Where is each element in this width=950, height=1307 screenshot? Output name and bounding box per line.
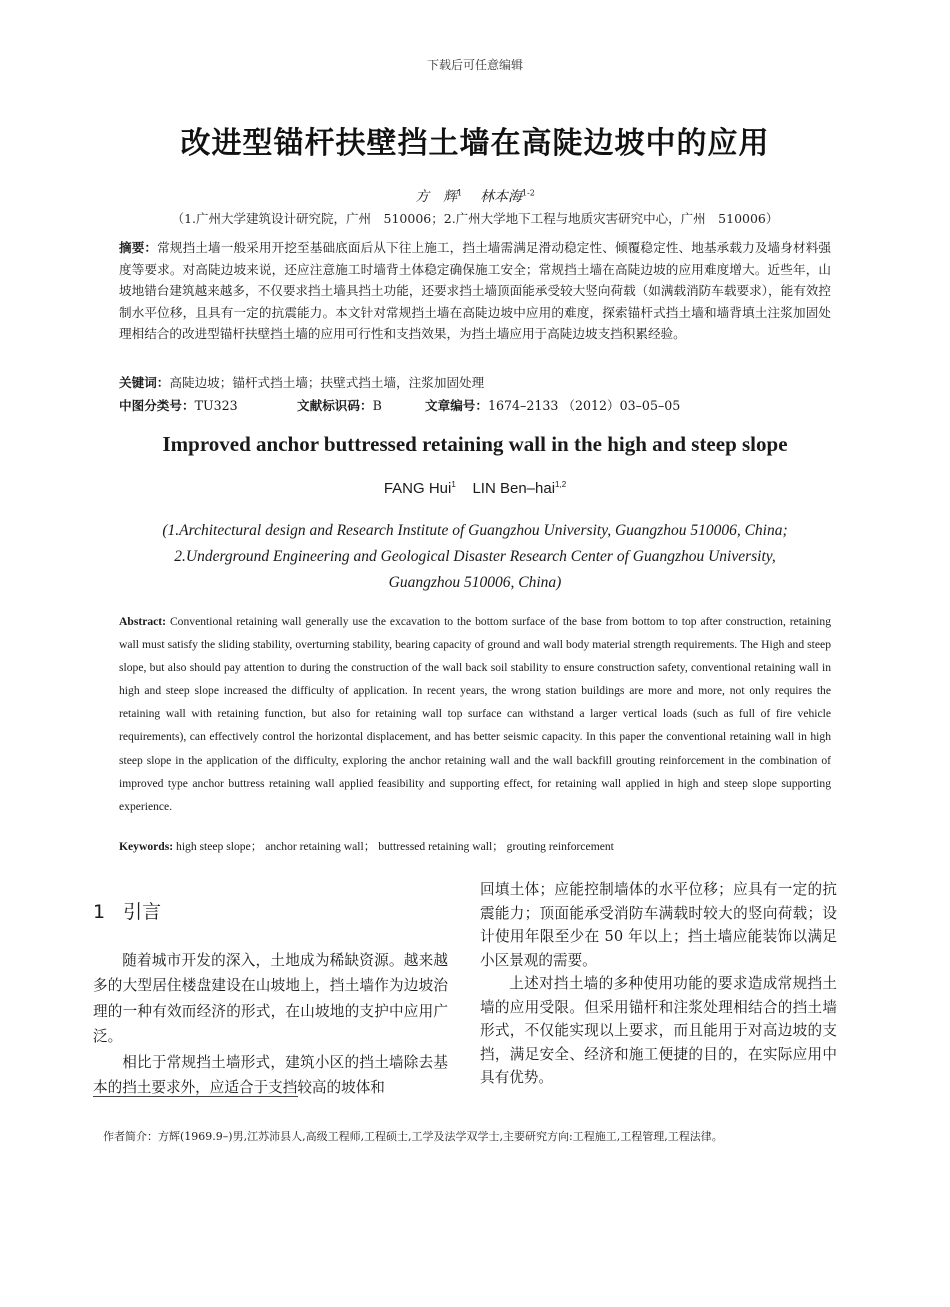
abstract-cn-text: 常规挡土墙一般采用开挖至基础底面后从下往上施工，挡土墙需满足滑动稳定性、倾覆稳定性、地基承载力及墙身材料强度等要求。对高陡边坡来说，还应注意施工时墙背土体稳定确保施工安全；常规挡土墙在高陡边坡的应用难度增大。近些年，山坡地错台建筑越来越多，不仅要求挡土墙具挡土功能，还要求挡土墙顶面能承受较大竖向荷载（如满载消防车载要求），能有效控制水平位移，且具有一定的抗震能力。本文针对常规挡土墙在高陡边坡中应用的难度，探索锚杆式挡土墙和墙背填土注浆加固处理相结合的改进型锚杆扶壁挡土墙的应用可行性和支挡效果，为挡土墙应用于高陡边坡支挡积累经验。	[119, 240, 832, 342]
keywords-en-text: high steep slope； anchor retaining wall； buttressed retaining wall； grouting reinforcement	[176, 840, 614, 853]
footnote-divider	[93, 1096, 298, 1097]
authors-en	[0, 480, 950, 497]
author-1-en-sup: 1	[451, 480, 456, 489]
author-2-en-sup: 1,2	[555, 480, 567, 489]
doc-code-value: B	[372, 398, 382, 413]
author-1-cn-sup: 1	[457, 188, 463, 198]
body-paragraph: 随着城市开发的深入，土地成为稀缺资源。越来越多的大型居住楼盘建设在山坡地上，挡土墙作为边坡治理的一种有效而经济的形式，在山坡地的支护中应用广泛。	[93, 951, 448, 1045]
clc-value: TU323	[194, 398, 238, 413]
section-title: 引言	[123, 901, 162, 923]
author-1-cn: 方 辉	[415, 189, 458, 205]
keywords-cn	[119, 372, 831, 391]
abstract-en	[119, 610, 831, 818]
abstract-en-label: Abstract:	[119, 615, 167, 628]
affiliation-en-line-1: (1.Architectural design and Research Institute of Guangzhou University, Guangzhou 510006, China;	[162, 522, 788, 539]
keywords-en	[119, 838, 831, 854]
keywords-en-label: Keywords:	[119, 840, 174, 853]
affiliation-en	[100, 518, 850, 596]
page-title-cn: 改进型锚杆扶壁挡土墙在高陡边坡中的应用	[180, 126, 770, 161]
author-2-cn-sup: 1-2	[522, 188, 535, 198]
affiliation-en-line-3: Guangzhou 510006, China)	[388, 574, 562, 591]
author-2-cn: 林本海	[480, 189, 522, 205]
page-title-en: Improved anchor buttressed retaining wall in the high and steep slope	[162, 432, 788, 456]
affiliation-cn: （1.广州大学建筑设计研究院，广州 510006；2.广州大学地下工程与地质灾害研究中心，广州 510006）	[171, 211, 779, 226]
header-note: 下载后可任意编辑	[426, 58, 523, 72]
article-no-value: 1674–2133 （2012）03–05–05	[487, 398, 681, 413]
body-paragraph: 相比于常规挡土墙形式，建筑小区的挡土墙除去基本的挡土要求外，应适合于支挡较高的坡体和	[93, 1053, 448, 1096]
clc-label: 中图分类号：	[119, 398, 195, 413]
section-heading	[93, 900, 448, 926]
keywords-cn-label: 关键词：	[119, 375, 170, 390]
doc-code-label: 文献标识码：	[297, 398, 373, 413]
abstract-cn-label: 摘要：	[119, 240, 158, 255]
affiliation-en-line-2: 2.Underground Engineering and Geological Disaster Research Center of Guangzhou University,	[174, 548, 776, 565]
abstract-cn	[119, 237, 831, 345]
author-1-en: FANG Hui	[383, 480, 452, 497]
body-column-left	[93, 878, 448, 1101]
body-paragraph: 回填土体；应能控制墙体的水平位移；应具有一定的抗震能力；顶面能承受消防车满载时较大的竖向荷载；设计使用年限至少在 50 年以上；挡土墙应能装饰以满足小区景观的需要。	[480, 881, 837, 969]
article-no-label: 文章编号：	[425, 398, 488, 413]
classification-line	[119, 395, 831, 414]
body-column-right	[480, 878, 837, 1090]
author-footnote: 作者简介：方辉(1969.9–)男,江苏沛县人,高级工程师,工程硕士,工学及法学双学士,主要研究方向:工程施工,工程管理,工程法律。	[103, 1130, 723, 1143]
keywords-cn-text: 高陡边坡；锚杆式挡土墙；扶壁式挡土墙，注浆加固处理	[169, 375, 485, 390]
body-paragraph: 上述对挡土墙的多种使用功能的要求造成常规挡土墙的应用受限。但采用锚杆和注浆处理相结合的挡土墙形式，不仅能实现以上要求，而且能用于对高边坡的支挡，满足安全、经济和施工便捷的目的，在实际应用中具有优势。	[480, 975, 837, 1086]
abstract-en-text: Conventional retaining wall generally use the excavation to the bottom surface of the base from bottom to top after construction, retaining wall must satisfy the sliding stability, overturning stability, bearing capacity of ground and wall body material strength requirements. The High and steep slope, but also should pay attention to during the construction of the wall back soil stability to ensure construction safety, conventional retaining wall in high and steep slope increased the difficulty of application. In recent years, the wrong station buildings are more and more, not only requires the retaining wall with retaining function, but also for retaining wall top surface can withstand a larger vertical loads (such as full of fire vehicle requirements), can effectively control the horizontal displacement, and has better seismic capacity. In this paper the conventional retaining wall in high steep slope in the application of the difficulty, exploring the anchor retaining wall and the wall backfill grouting reinforcement in the combination of improved type anchor buttress retaining wall applied feasibility and supporting effect, for retaining wall applied in high and steep slope supporting experience.	[119, 615, 831, 813]
section-number: 1	[93, 901, 106, 923]
authors-cn	[0, 186, 950, 206]
author-2-en: LIN Ben–hai	[472, 480, 556, 497]
